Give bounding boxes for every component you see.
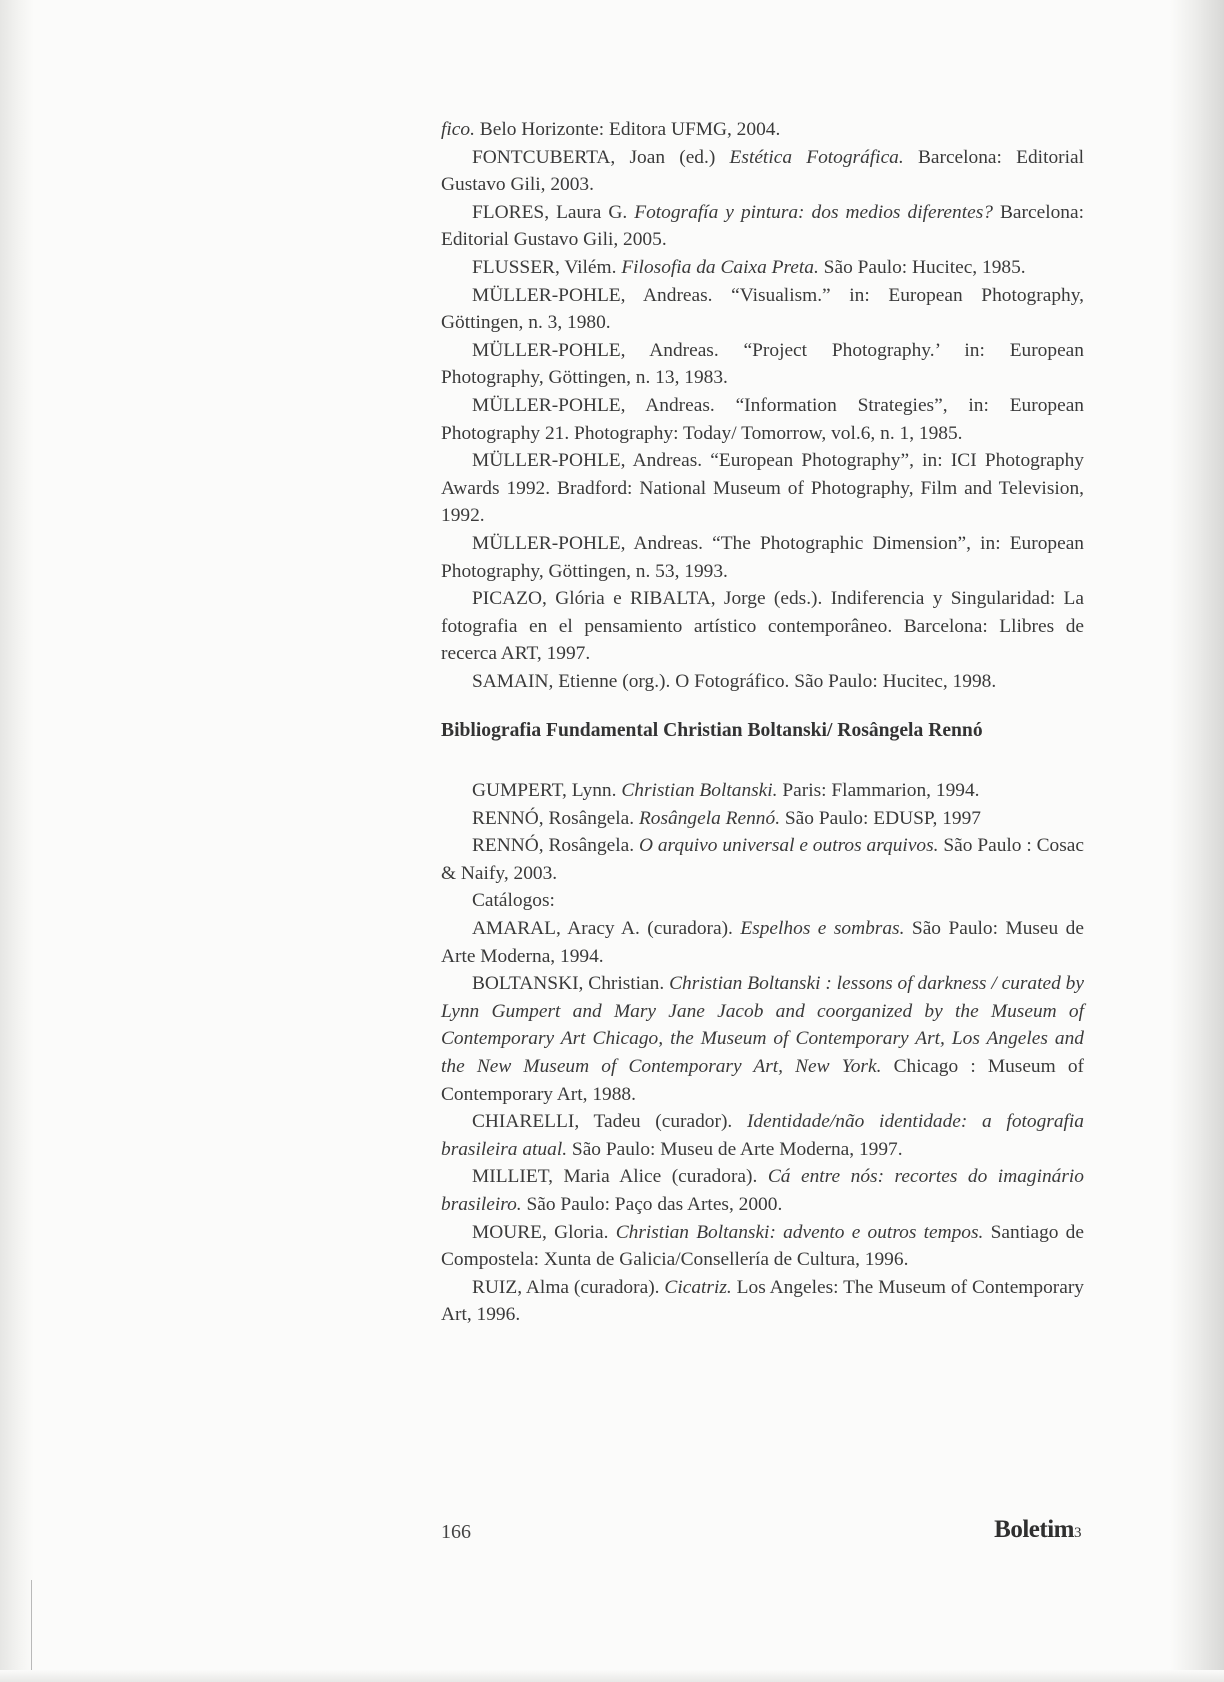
bibliography-entry: SAMAIN, Etienne (org.). O Fotográfico. São Paulo: Hucitec, 1998. (472, 670, 997, 692)
bibliography-entry: MILLIET, Maria Alice (curadora). Cá entre nós: recortes do imaginário brasileiro. São Paulo: Paço das Artes, 2000. (441, 1166, 1084, 1215)
section-heading: Bibliografia Fundamental Christian Boltanski/ Rosângela Rennó (441, 720, 983, 742)
bibliography-entry: MÜLLER-POHLE, Andreas. “Visualism.” in: European Photography, Göttingen, n. 3, 1980. (441, 284, 1084, 334)
bibliography-column (441, 116, 1084, 1329)
bibliography-entry: RENNÓ, Rosângela. Rosângela Rennó. São Paulo: EDUSP, 1997 (472, 807, 981, 829)
bibliography-entry: GUMPERT, Lynn. Christian Boltanski. Paris: Flammarion, 1994. (472, 780, 980, 802)
bibliography-entry: MÜLLER-POHLE, Andreas. “The Photographic Dimension”, in: European Photography, Göttingen, n. 53, 1993. (441, 532, 1084, 582)
bibliography-entry: RUIZ, Alma (curadora). Cicatriz. Los Angeles: The Museum of Contemporary Art, 1996. (441, 1276, 1084, 1326)
bibliography-entry: PICAZO, Glória e RIBALTA, Jorge (eds.). Indiferencia y Singularidad: La fotografia en el pensamiento artístico contemporâneo. Barcelona: Llibres de recerca ART, 1997. (441, 588, 1084, 665)
page-number: 166 (441, 1521, 471, 1543)
bibliography-entry: AMARAL, Aracy A. (curadora). Espelhos e sombras. São Paulo: Museu de Arte Moderna, 1994. (441, 918, 1084, 967)
scan-bottom-edge (0, 1670, 1224, 1682)
journal-name: Boletim (994, 1516, 1074, 1543)
bibliography-entry: BOLTANSKI, Christian. Christian Boltanski : lessons of darkness / curated by Lynn Gumpert and Mary Jane Jacob and coorganized by the Museum of Contemporary Art Chicago, the Museum of Contemporary Art, Los Angeles and the New Museum of Contemporary Art, New York. Chicago : Museum of Contemporary Art, 1988. (441, 973, 1084, 1105)
scan-left-edge (0, 0, 34, 1682)
catalogs-subheading: Catálogos: (472, 890, 555, 912)
bibliography-entry: fico. Belo Horizonte: Editora UFMG, 2004. (441, 119, 781, 140)
bibliography-entry: FONTCUBERTA, Joan (ed.) Estética Fotográfica. Barcelona: Editorial Gustavo Gili, 2003. (441, 146, 1084, 196)
journal-logo (994, 1516, 1081, 1544)
bibliography-entry: FLUSSER, Vilém. Filosofia da Caixa Preta. São Paulo: Hucitec, 1985. (472, 256, 1026, 278)
bibliography-entry: MOURE, Gloria. Christian Boltanski: advento e outros tempos. Santiago de Compostela: Xunta de Galicia/Consellería de Cultura, 1996. (441, 1221, 1084, 1271)
bibliography-entry: MÜLLER-POHLE, Andreas. “European Photography”, in: ICI Photography Awards 1992. Bradford: National Museum of Photography, Film and Television, 1992. (441, 450, 1084, 527)
bibliography-entry: RENNÓ, Rosângela. O arquivo universal e outros arquivos. São Paulo : Cosac & Naify, 2003. (441, 835, 1084, 884)
journal-issue: 3 (1074, 1525, 1081, 1541)
scan-right-edge (1170, 0, 1224, 1682)
bibliography-entry: MÜLLER-POHLE, Andreas. “Information Strategies”, in: European Photography 21. Photography: Today/ Tomorrow, vol.6, n. 1, 1985. (441, 394, 1084, 444)
bibliography-entry: FLORES, Laura G. Fotografía y pintura: dos medios diferentes? Barcelona: Editorial Gustavo Gili, 2005. (441, 201, 1084, 251)
bibliography-entry: MÜLLER-POHLE, Andreas. “Project Photography.’ in: European Photography, Göttingen, n. 13, 1983. (441, 339, 1084, 389)
bibliography-entry: CHIARELLI, Tadeu (curador). Identidade/não identidade: a fotografia brasileira atual. São Paulo: Museu de Arte Moderna, 1997. (441, 1111, 1085, 1160)
